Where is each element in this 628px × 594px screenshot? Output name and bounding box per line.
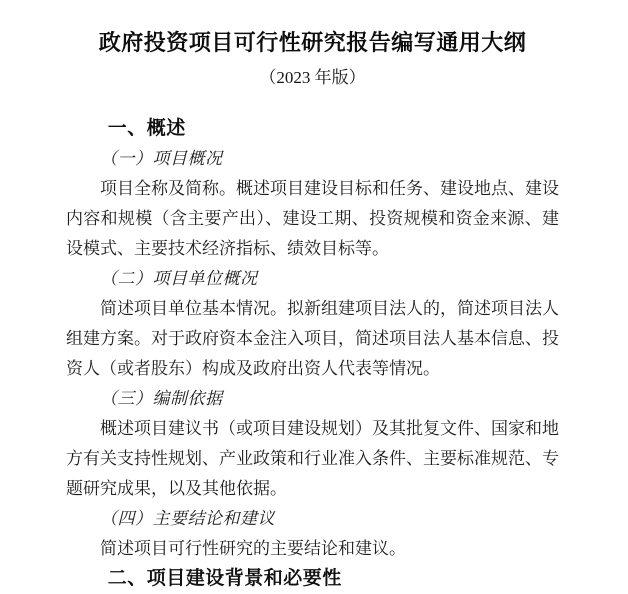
subheading-compilation-basis: （三）编制依据: [100, 389, 223, 408]
subheading-main-conclusions: （四）主要结论和建议: [100, 509, 275, 528]
subheading-project-unit-overview: （二）项目单位概况: [100, 269, 258, 288]
section-heading-overview: 一、概述: [107, 118, 186, 139]
section-heading-background-necessity: 二、项目建设背景和必要性: [107, 568, 342, 589]
paragraph-project-overview: 项目全称及简称。概述项目建设目标和任务、建设地点、建设内容和规模（含主要产出）、建设工期、投资规模和资金来源、建设模式、主要技术经济指标、绩效目标等。: [66, 179, 559, 258]
paragraph-project-unit-overview: 简述项目单位基本情况。拟新组建项目法人的，简述项目法人组建方案。对于政府资本金注入项目，简述项目法人基本信息、投资人（或者股东）构成及政府出资人代表等情况。: [66, 299, 559, 378]
document-title: 政府投资项目可行性研究报告编写通用大纲: [98, 30, 527, 55]
subheading-project-overview: （一）项目概况: [100, 149, 223, 168]
paragraph-compilation-basis: 概述项目建议书（或项目建设规划）及其批复文件、国家和地方有关支持性规划、产业政策和行业准入条件、主要标准规范、专题研究成果，以及其他依据。: [66, 419, 559, 498]
paragraph-main-conclusions: 简述项目可行性研究的主要结论和建议。: [100, 539, 406, 558]
document-subtitle: （2023 年版）: [259, 68, 366, 87]
document-body: [66, 114, 559, 594]
